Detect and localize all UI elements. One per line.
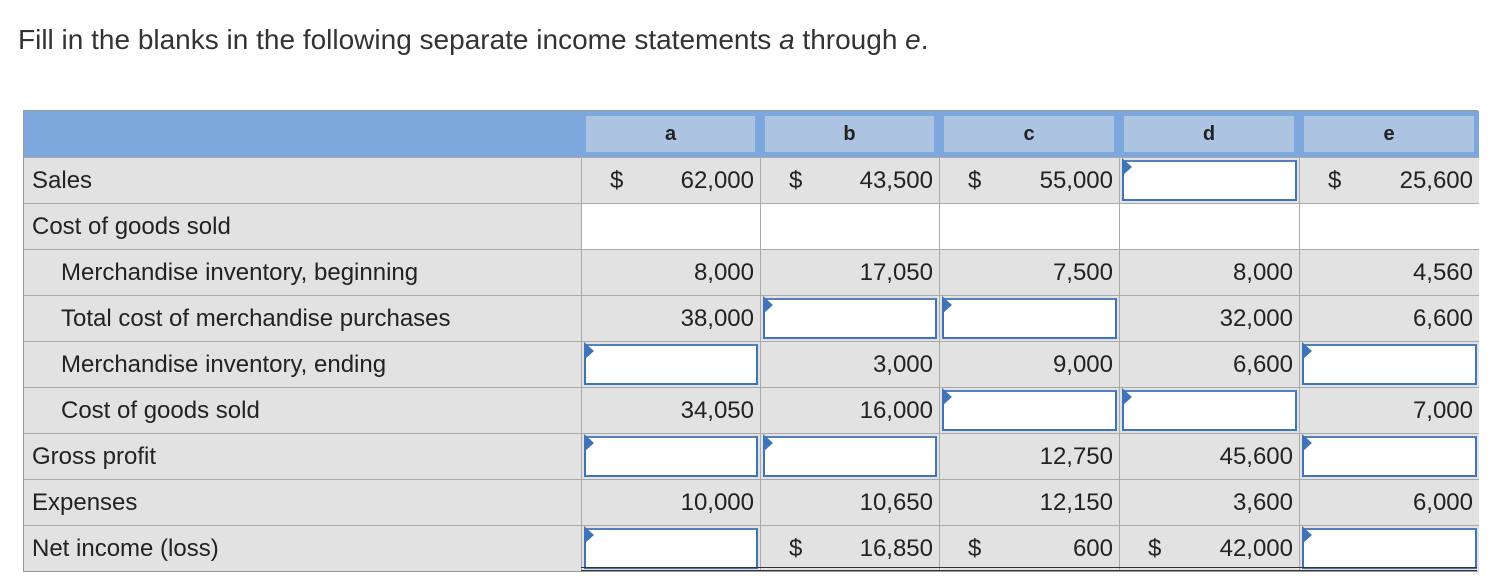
row-label-sales: Sales (24, 157, 581, 203)
cell-cogs-heading-e (1299, 203, 1479, 249)
cell-sales-e (1299, 157, 1479, 203)
row-label-cost-of-goods-sold-heading: Cost of goods sold (24, 203, 581, 249)
cell-purchases-e (1299, 295, 1479, 341)
cell-beginning-b (760, 249, 939, 295)
column-header-e-label: e (1304, 116, 1474, 152)
column-header-b-label: b (765, 116, 934, 152)
cell-cogs-heading-c (939, 203, 1119, 249)
cell-beginning-e (1299, 249, 1479, 295)
value: 7,000 (1412, 396, 1473, 424)
cell-cogs-heading-a (581, 203, 760, 249)
cell-cogs-heading-b (760, 203, 939, 249)
value: 12,150 (1039, 488, 1113, 516)
value: 3,600 (1232, 488, 1293, 516)
cell-purchases-a (581, 295, 760, 341)
input-sales-d[interactable] (1119, 157, 1299, 203)
value: 34,050 (680, 396, 754, 424)
value: 6,600 (1232, 350, 1293, 378)
cell-beginning-c (939, 249, 1119, 295)
cell-expenses-e (1299, 479, 1479, 525)
cell-ending-d (1119, 341, 1299, 387)
input-box[interactable] (763, 436, 937, 477)
column-header-c-label: c (944, 116, 1114, 152)
value: 8,000 (1232, 258, 1293, 286)
input-purchases-c[interactable] (939, 295, 1119, 341)
dollar-sign: $ (968, 534, 982, 562)
value: 12,750 (1039, 442, 1113, 470)
input-gross-profit-e[interactable] (1299, 433, 1479, 479)
value: 43,500 (859, 166, 933, 194)
cell-expenses-b (760, 479, 939, 525)
input-box[interactable] (584, 436, 758, 477)
input-box[interactable] (584, 344, 758, 385)
input-box[interactable] (763, 298, 937, 339)
input-cogs-c[interactable] (939, 387, 1119, 433)
instructions-letter-a: a (779, 24, 795, 55)
cell-gross-profit-c (939, 433, 1119, 479)
input-marker-icon (584, 342, 594, 360)
cell-cogs-a (581, 387, 760, 433)
value: 3,000 (872, 350, 933, 378)
column-header-b (760, 111, 939, 157)
input-box[interactable] (1122, 390, 1297, 431)
cell-cogs-b (760, 387, 939, 433)
cell-net-income-c (939, 525, 1119, 571)
input-marker-icon (763, 434, 773, 452)
value: 25,600 (1399, 166, 1473, 194)
value: 9,000 (1052, 350, 1113, 378)
cell-cogs-e (1299, 387, 1479, 433)
income-statement-table (23, 110, 1478, 572)
value: 32,000 (1219, 304, 1293, 332)
column-header-e (1299, 111, 1479, 157)
input-box[interactable] (1302, 528, 1477, 569)
cell-beginning-d (1119, 249, 1299, 295)
value: 4,560 (1412, 258, 1473, 286)
cell-sales-c (939, 157, 1119, 203)
input-gross-profit-b[interactable] (760, 433, 939, 479)
row-label-net-income: Net income (loss) (24, 525, 581, 571)
double-underline (581, 567, 1477, 571)
input-marker-icon (584, 434, 594, 452)
row-label-gross-profit: Gross profit (24, 433, 581, 479)
column-header-a (581, 111, 760, 157)
input-marker-icon (763, 296, 773, 314)
cell-expenses-c (939, 479, 1119, 525)
dollar-sign: $ (968, 166, 982, 194)
value: 16,000 (859, 396, 933, 424)
cell-ending-c (939, 341, 1119, 387)
column-header-c (939, 111, 1119, 157)
instructions-text (18, 24, 929, 56)
row-label-beginning-inventory: Merchandise inventory, beginning (24, 249, 581, 295)
instructions-text-part: . (920, 24, 929, 55)
dollar-sign: $ (610, 166, 624, 194)
cell-cogs-heading-d (1119, 203, 1299, 249)
cell-net-income-d (1119, 525, 1299, 571)
input-purchases-b[interactable] (760, 295, 939, 341)
value: 10,650 (859, 488, 933, 516)
row-label-expenses: Expenses (24, 479, 581, 525)
header-blank-cell (24, 111, 581, 157)
column-header-a-label: a (586, 116, 755, 152)
column-header-d (1119, 111, 1299, 157)
cell-expenses-a (581, 479, 760, 525)
instructions-text-part: through (794, 24, 906, 55)
cell-beginning-a (581, 249, 760, 295)
value: 10,000 (680, 488, 754, 516)
input-box[interactable] (1122, 160, 1297, 201)
input-marker-icon (1302, 434, 1312, 452)
input-box[interactable] (584, 528, 758, 569)
value: 38,000 (680, 304, 754, 332)
value: 8,000 (693, 258, 754, 286)
cell-purchases-d (1119, 295, 1299, 341)
input-ending-a[interactable] (581, 341, 760, 387)
value: 45,600 (1219, 442, 1293, 470)
input-marker-icon (1302, 526, 1312, 544)
row-label-purchases: Total cost of merchandise purchases (24, 295, 581, 341)
input-marker-icon (1302, 342, 1312, 360)
input-box[interactable] (1302, 436, 1477, 477)
row-label-ending-inventory: Merchandise inventory, ending (24, 341, 581, 387)
value: 62,000 (680, 166, 754, 194)
cell-sales-a (581, 157, 760, 203)
value: 16,850 (859, 534, 933, 562)
input-net-income-a[interactable] (581, 525, 760, 571)
instructions-letter-e: e (905, 24, 921, 55)
input-net-income-e[interactable] (1299, 525, 1479, 571)
row-label-cost-of-goods-sold: Cost of goods sold (24, 387, 581, 433)
input-box[interactable] (942, 298, 1117, 339)
cell-net-income-b (760, 525, 939, 571)
value: 17,050 (859, 258, 933, 286)
dollar-sign: $ (789, 166, 803, 194)
value: 7,500 (1052, 258, 1113, 286)
value: 55,000 (1039, 166, 1113, 194)
value: 42,000 (1219, 534, 1293, 562)
input-gross-profit-a[interactable] (581, 433, 760, 479)
dollar-sign: $ (1148, 534, 1162, 562)
cell-expenses-d (1119, 479, 1299, 525)
input-marker-icon (1122, 158, 1132, 176)
input-marker-icon (942, 388, 952, 406)
input-ending-e[interactable] (1299, 341, 1479, 387)
column-header-d-label: d (1124, 116, 1294, 152)
input-marker-icon (584, 526, 594, 544)
cell-sales-b (760, 157, 939, 203)
input-marker-icon (1122, 388, 1132, 406)
instructions-text-part: Fill in the blanks in the following separate income statements (18, 24, 780, 55)
input-box[interactable] (942, 390, 1117, 431)
input-cogs-d[interactable] (1119, 387, 1299, 433)
dollar-sign: $ (789, 534, 803, 562)
value: 6,000 (1412, 488, 1473, 516)
value: 6,600 (1412, 304, 1473, 332)
cell-ending-b (760, 341, 939, 387)
value: 600 (1072, 534, 1113, 562)
dollar-sign: $ (1328, 166, 1342, 194)
cell-gross-profit-d (1119, 433, 1299, 479)
input-marker-icon (942, 296, 952, 314)
input-box[interactable] (1302, 344, 1477, 385)
